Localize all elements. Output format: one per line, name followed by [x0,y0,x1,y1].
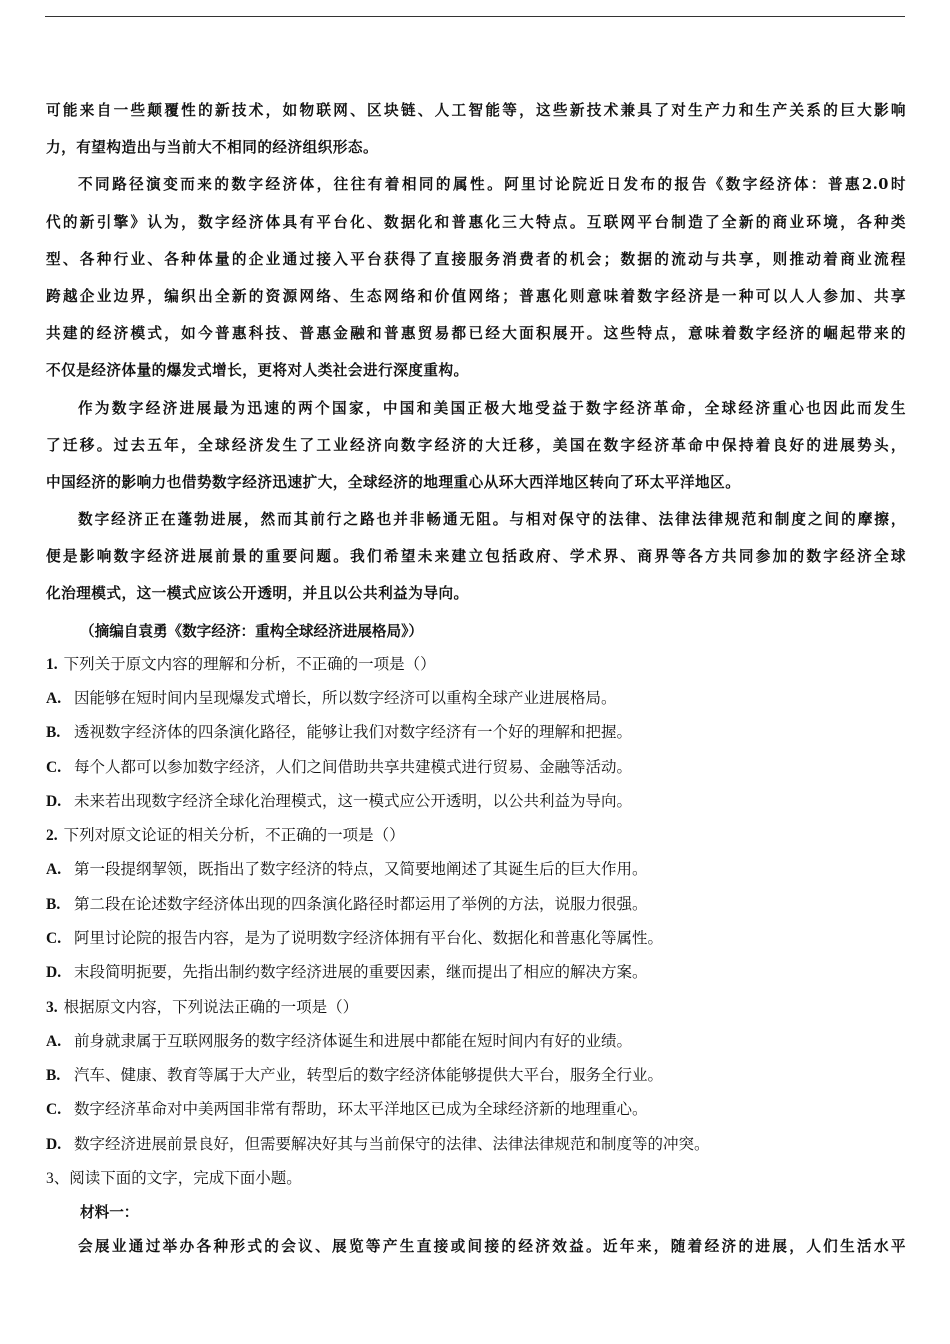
option-label: B. [46,724,61,742]
passage [46,96,906,617]
question-1 [46,650,906,821]
answer-option [46,924,906,958]
question-stem [46,993,906,1027]
passage-line: 代的新引擎》认为，数字经济体具有平台化、数据化和普惠化三大特点。互联网平台制造了全新的商业环境，各种类 [46,213,906,231]
passage-line: 不仅是经济体量的爆发式增长，更将对人类社会进行深度重构。 [46,362,469,380]
question-stem [46,821,906,855]
passage-line: 便是影响数字经济进展前景的重要问题。我们希望未来建立包括政府、学术界、商界等各方共同参加的数字经济全球 [46,548,906,566]
answer-option [46,1061,906,1095]
question-3 [46,993,906,1164]
document-body [46,96,906,1270]
option-label: A. [46,861,62,879]
option-label: A. [46,689,62,707]
option-text: 每个人都可以参加数字经济，人们之间借助共享共建模式进行贸易、金融等活动。 [74,758,633,776]
option-label: D. [46,792,62,810]
option-label: C. [46,1101,62,1119]
question-number: 1. [46,655,58,673]
material-paragraph: 会展业通过举办各种形式的会议、展览等产生直接或间接的经济效益。近年来，随着经济的进展，人们生活水平 [78,1238,906,1256]
option-label: D. [46,1135,62,1153]
passage-line: 了迁移。过去五年，全球经济发生了工业经济向数字经济的大迁移，美国在数字经济革命中保持着良好的进展势头， [46,436,906,454]
option-text: 前身就隶属于互联网服务的数字经济体诞生和进展中都能在短时间内有好的业绩。 [74,1032,633,1050]
question-text: 根据原文内容，下列说法正确的一项是（） [63,998,359,1016]
option-text: 第一段提纲挈领，既指出了数字经济的特点，又简要地阐述了其诞生后的巨大作用。 [74,861,648,879]
option-text: 末段简明扼要，先指出制约数字经济进展的重要因素，继而提出了相应的解决方案。 [74,964,648,982]
header-rule [45,16,905,17]
option-label: B. [46,1067,61,1085]
option-text: 因能够在短时间内呈现爆发式增长，所以数字经济可以重构全球产业进展格局。 [74,689,617,707]
material-label: 材料一： [80,1204,139,1222]
passage-line: 共建的经济模式，如今普惠科技、普惠金融和普惠贸易都已经大面积展开。这些特点，意味着数字经济的崛起带来的 [46,325,906,343]
answer-option [46,855,906,889]
section-heading: 3、阅读下面的文字，完成下面小题。 [46,1170,302,1188]
option-label: A. [46,1032,62,1050]
question-number: 2. [46,827,58,845]
answer-option [46,787,906,821]
passage-line: 型、各种行业、各种体量的企业通过接入平台获得了直接服务消费者的机会；数据的流动与共享，则推动着商业流程 [46,250,906,268]
answer-option [46,753,906,787]
option-text: 透视数字经济体的四条演化路径，能够让我们对数字经济有一个好的理解和把握。 [74,724,633,742]
passage-line: 可能来自一些颠覆性的新技术，如物联网、区块链、人工智能等，这些新技术兼具了对生产力和生产关系的巨大影响 [46,102,906,119]
answer-option [46,958,906,992]
passage-line: 作为数字经济进展最为迅速的两个国家，中国和美国正极大地受益于数字经济革命，全球经济重心也因此而发生 [78,399,906,417]
option-text: 阿里讨论院的报告内容，是为了说明数字经济体拥有平台化、数据化和普惠化等属性。 [74,930,664,947]
option-text: 汽车、健康、教育等属于大产业，转型后的数字经济体能够提供大平台，服务全行业。 [74,1067,664,1085]
question-stem [46,650,906,684]
answer-option [46,890,906,924]
passage-line: 不同路径演变而来的数字经济体，往往有着相同的属性。阿里讨论院近日发布的报告《数字经济体：普惠2.0时 [78,176,906,194]
option-label: B. [46,895,61,913]
answer-option [46,1027,906,1061]
passage-line: 力，有望构造出与当前大不相同的经济组织形态。 [46,139,379,157]
option-text: 未来若出现数字经济全球化治理模式，这一模式应公开透明，以公共利益为导向。 [74,792,633,810]
passage-line: 数字经济正在蓬勃进展，然而其前行之路也并非畅通无阻。与相对保守的法律、法律法律规范和制度之间的摩擦， [78,511,906,529]
passage-line: 中国经济的影响力也借势数字经济迅速扩大，全球经济的地理重心从环大西洋地区转向了环太平洋地区。 [46,473,741,491]
question-text: 下列关于原文内容的理解和分析，不正确的一项是（） [63,655,436,673]
passage-line: 跨越企业边界，编织出全新的资源网络、生态网络和价值网络；普惠化则意味着数字经济是一种可以人人参加、共享 [46,287,906,305]
option-label: D. [46,964,62,982]
answer-option [46,1095,906,1129]
option-label: C. [46,930,62,947]
question-2 [46,821,906,992]
passage-line: 化治理模式，这一模式应该公开透明，并且以公共利益为导向。 [46,585,469,603]
option-text: 数字经济进展前景良好，但需要解决好其与当前保守的法律、法律法律规范和制度等的冲突。 [74,1135,710,1153]
answer-option [46,684,906,718]
answer-option [46,718,906,752]
option-label: C. [46,758,62,776]
option-text: 数字经济革命对中美两国非常有帮助，环太平洋地区已成为全球经济新的地理重心。 [74,1101,648,1119]
option-text: 第二段在论述数字经济体出现的四条演化路径时都运用了举例的方法，说服力很强。 [74,895,648,913]
source-citation: （摘编自袁勇《数字经济：重构全球经济进展格局》） [80,622,423,640]
question-text: 下列对原文论证的相关分析，不正确的一项是（） [63,827,405,845]
answer-option [46,1130,906,1164]
question-number: 3. [46,998,58,1016]
